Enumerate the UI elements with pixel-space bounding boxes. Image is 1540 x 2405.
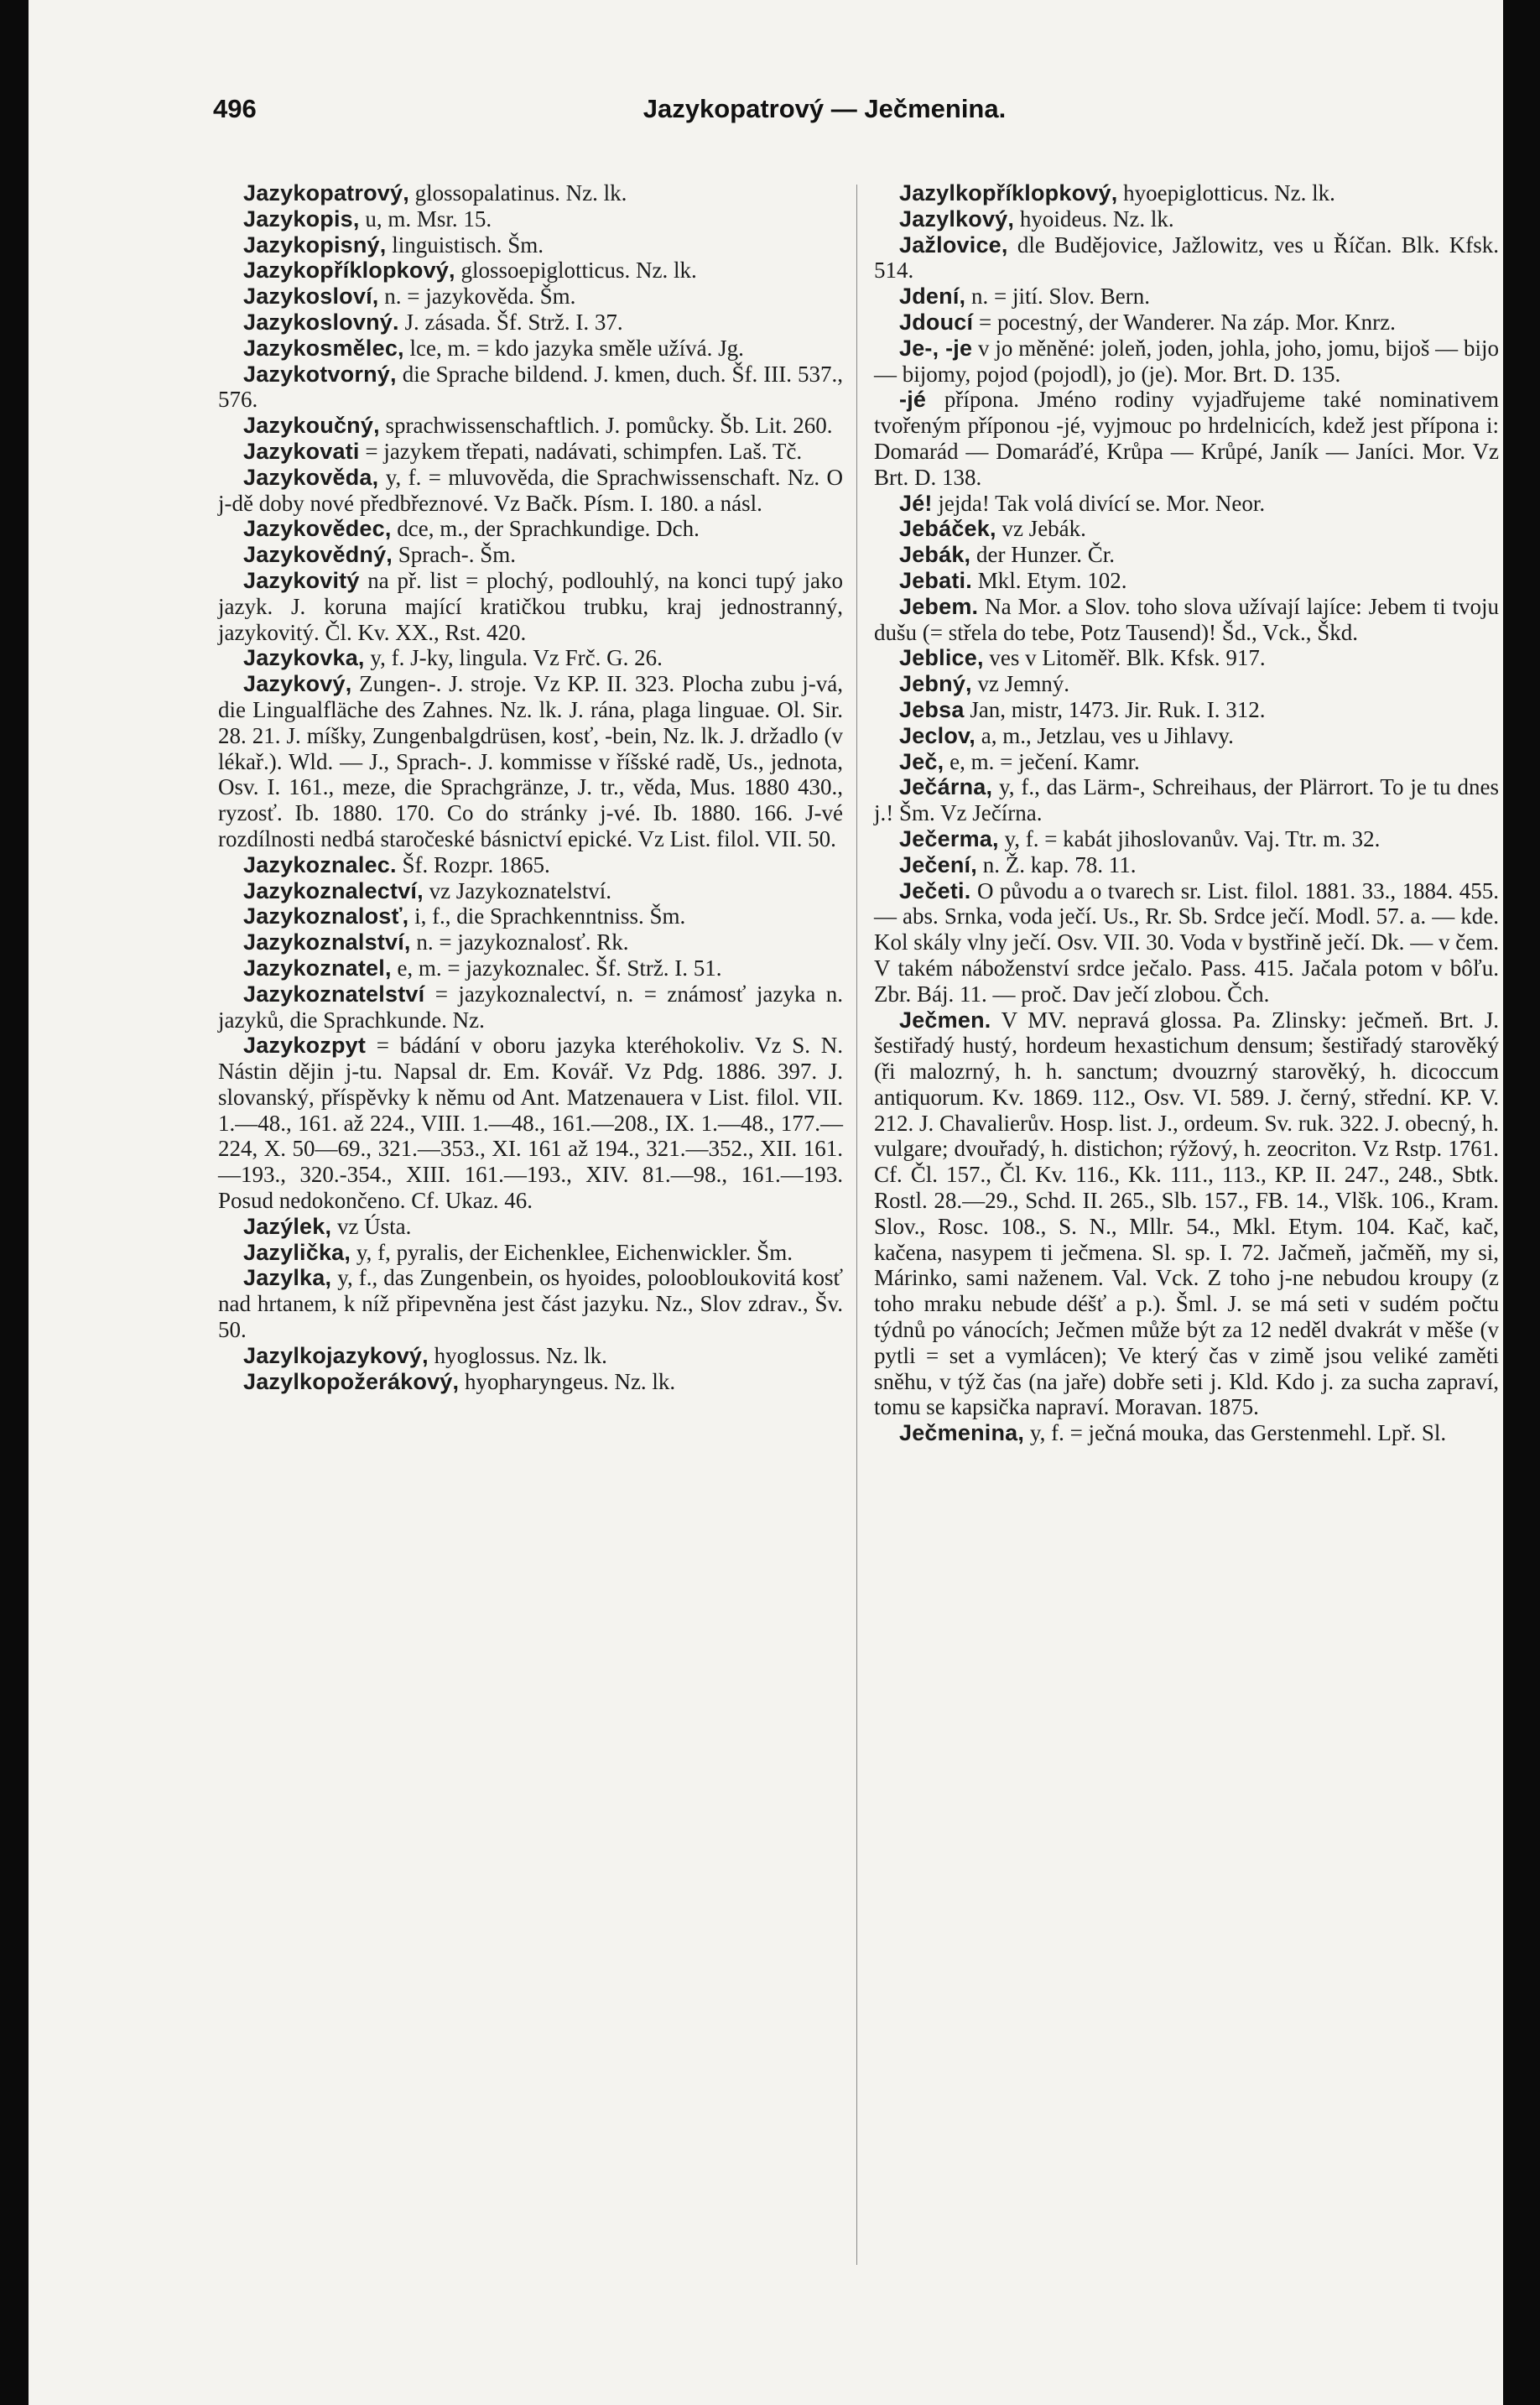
dictionary-entry: [874, 852, 1499, 878]
entry-definition: glossoepiglotticus. Nz. lk.: [460, 258, 697, 284]
column-divider: [856, 185, 857, 2265]
entry-headword: Jazykotvorný,: [243, 361, 397, 387]
entry-headword: Jdoucí: [899, 309, 974, 335]
entry-definition: y, f. = ječná mouka, das Gerstenmehl. Lpř. Sl.: [1029, 1420, 1447, 1446]
dictionary-entry: [218, 206, 843, 232]
entry-headword: Jazykoznalosť,: [243, 903, 409, 929]
entry-definition: die Sprache bildend. J. kmen, duch. Šf. III. 537., 576.: [218, 361, 844, 413]
entry-definition: Sprach-. Šm.: [398, 542, 516, 568]
dictionary-entry: [874, 206, 1499, 232]
entry-definition: y, f., das Lärm-, Schreihaus, der Plärrort. To je tu dnes j.! Šm. Vz Ječírna.: [874, 774, 1499, 826]
entry-definition: der Hunzer. Čr.: [976, 542, 1115, 568]
entry-definition: = bádání v oboru jazyka kteréhokoliv. Vz S. N. Nástin dějin j-tu. Napsal dr. Em. Kovář. Vz Pdg. 1886. 397. J. slovanský, příspěvky k němu od Ant. Matzenauera v List. filol. VII. 1.—48., 161. až 224., VIII. 1.—48., 161.—208., IX. 1.—48., 177.—224, X. 50—69., 321.—353., XI. 161 až 194., 321.—352., XII. 161.—193., 320.-354., XIII. 161.—193., XIV. 81.—98., 161.—193. Posud nedokončeno. Cf. Ukaz. 46.: [218, 1033, 843, 1214]
entry-definition: n. = jití. Slov. Bern.: [970, 284, 1150, 310]
dictionary-entry: [874, 826, 1499, 852]
dictionary-entry: [874, 1420, 1499, 1446]
dictionary-entry: [874, 310, 1499, 336]
entry-headword: Jazylkopříklopkový,: [899, 180, 1118, 206]
dictionary-entry: [218, 310, 843, 336]
entry-headword: Jazykoučný,: [243, 413, 380, 439]
dictionary-entry: [218, 1240, 843, 1266]
dictionary-entry: [874, 387, 1499, 490]
entry-headword: Jé!: [899, 490, 933, 516]
dictionary-entry: [874, 180, 1499, 206]
dictionary-entry: [874, 697, 1499, 723]
entry-headword: Jazykovka,: [243, 645, 365, 671]
entry-definition: hyopharyngeus. Nz. lk.: [464, 1368, 676, 1394]
entry-definition: dce, m., der Sprachkundige. Dch.: [397, 516, 700, 542]
dictionary-entry: [218, 852, 843, 878]
dictionary-page: [29, 0, 1503, 2405]
entry-headword: Jazykopatrový,: [243, 180, 409, 206]
entry-definition: Zungen-. J. stroje. Vz KP. II. 323. Plocha zubu j-vá, die Lingualfläche des Zahnes. Nz. lk. J. rána, plaga linguae. Ol. Sir. 28. 21. J. míšky, Zungenbalgdrüsen, kosť, -bein, Nz. lk. J. držadlo (v lékař.). Wld. — J., Sprach-. J. kommisse v říšské radě, Us., jednota, Osv. I. 161., meze, die Sprachgränze, J. tr., věda, Mus. 1880 430., ryzosť. Ib. 1880. 170. Co do stránky j-vé. Ib. 1880. 166. J-vé rozdílnosti nedbá staročeské básnictví epické. Vz List. filol. VII. 50.: [218, 671, 844, 851]
dictionary-entry: [218, 929, 843, 955]
entry-headword: Jazylkový,: [899, 206, 1015, 232]
entry-headword: Jazykoznalec.: [243, 851, 397, 877]
entry-definition: Šf. Rozpr. 1865.: [402, 851, 550, 877]
entry-headword: Jazylička,: [243, 1239, 351, 1265]
entry-headword: Jazykoznalectví,: [243, 877, 424, 903]
entry-definition: hyoideus. Nz. lk.: [1019, 206, 1174, 232]
entry-headword: Jazykovitý: [243, 567, 360, 593]
dictionary-entry: [874, 1007, 1499, 1421]
entry-definition: hyoepiglotticus. Nz. lk.: [1123, 180, 1335, 206]
dictionary-entry: [218, 516, 843, 542]
entry-definition: y, f. = mluvověda, die Sprachwissenschaft. Nz. O j-dě doby nové předbřeznové. Vz Bačk. Písm. I. 180. a násl.: [218, 464, 844, 516]
entry-headword: Jazykový,: [243, 671, 352, 697]
dictionary-entry: [218, 232, 843, 258]
entry-definition: linguistisch. Šm.: [392, 232, 544, 258]
entry-headword: Ječárna,: [899, 774, 993, 800]
entry-headword: -jé: [899, 387, 927, 413]
dictionary-entry: [218, 903, 843, 929]
entry-definition: u, m. Msr. 15.: [365, 206, 492, 232]
entry-headword: Jebati.: [899, 567, 972, 593]
page-title: Jazykopatrový — Ječmenina.: [643, 94, 1007, 123]
entry-definition: dle Budějovice, Jažlowitz, ves u Říčan. Blk. Kfsk. 514.: [874, 232, 1500, 284]
dictionary-entry: [874, 774, 1499, 826]
entry-definition: a, m., Jetzlau, ves u Jihlavy.: [981, 722, 1234, 748]
dictionary-entry: [218, 336, 843, 362]
dictionary-entry: [218, 1265, 843, 1342]
dictionary-entry: [218, 465, 843, 517]
entry-definition: jejda! Tak volá divící se. Mor. Neor.: [938, 490, 1266, 516]
dictionary-entry: [874, 284, 1499, 310]
entry-definition: na př. list = plochý, podlouhlý, na konci tupý jako jazyk. J. koruna mající kratičkou trubku, kraj jednostranný, jazykovitý. Čl. Kv. XX., Rst. 420.: [218, 567, 843, 645]
dictionary-entry: [874, 516, 1499, 542]
entry-headword: Ječ,: [899, 748, 944, 774]
entry-definition: e, m. = ječení. Kamr.: [949, 748, 1140, 774]
entry-definition: n. Ž. kap. 78. 11.: [982, 851, 1137, 877]
entry-headword: Jebem.: [899, 593, 979, 619]
entry-headword: Ječmen.: [899, 1007, 991, 1033]
dictionary-entry: [218, 878, 843, 904]
dictionary-entry: [218, 362, 843, 414]
dictionary-entry: [874, 232, 1499, 284]
dictionary-entry: [218, 413, 843, 439]
entry-headword: Jebák,: [899, 542, 971, 568]
dictionary-entry: [218, 981, 843, 1033]
entry-headword: Je-, -je: [899, 335, 973, 361]
entry-definition: vz Jebák.: [1002, 516, 1086, 542]
entry-definition: n. = jazykoznalosť. Rk.: [416, 929, 629, 955]
entry-definition: J. zásada. Šf. Strž. I. 37.: [404, 309, 623, 335]
page-header: [213, 94, 1436, 136]
dictionary-entry: [874, 878, 1499, 1007]
dictionary-entry: [874, 542, 1499, 568]
entry-definition: Na Mor. a Slov. toho slova užívají lajíce: Jebem ti tvoju dušu (= střela do tebe, Potz Tausend)! Šd., Vck., Škd.: [874, 593, 1499, 645]
dictionary-entry: [874, 645, 1499, 671]
dictionary-entry: [874, 671, 1499, 697]
entry-headword: Ječení,: [899, 851, 977, 877]
entry-definition: přípona. Jméno rodiny vyjadřujeme také nominativem tvořeným příponou -jé, vyjmouc po hrdelnicích, kdež jest přípona i: Domarád — Domaráďé, Krůpa — Krůpé, Janík — Janíci. Mor. Vz Brt. D. 138.: [874, 387, 1499, 490]
entry-headword: Jažlovice,: [899, 232, 1008, 258]
entry-definition: y, f. = kabát jihoslovanův. Vaj. Ttr. m. 32.: [1004, 825, 1381, 851]
entry-definition: e, m. = jazykoznalec. Šf. Strž. I. 51.: [397, 955, 722, 981]
right-column: [874, 180, 1499, 1446]
entry-definition: vz Jemný.: [977, 671, 1069, 697]
dictionary-entry: [218, 645, 843, 671]
dictionary-entry: [218, 1033, 843, 1214]
entry-definition: = jazykoznalectví, n. = známosť jazyka n. jazyků, die Sprachkunde. Nz.: [218, 981, 843, 1033]
entry-definition: V MV. nepravá glossa. Pa. Zlinsky: ječmeň. Brt. J. šestiřadý hustý, hordeum hexastichum densum; šestiřadý starověký (ři malozrný, h. h. sanctum; dvouzrný starověký, h. dicoccum antiquorum. Kv. 1869. 112., Osv. VI. 589. J. černý, střední. KP. V. 212. J. Chavalierův. Hosp. list. J., ordeum. Sv. ruk. 322. J. obecný, h. vulgare; dvouřadý, h. distichon; rýžový, h. zeocriton. Vz Rstp. 1761. Cf. Čl. 157., Čl. Kv. 116., Kk. 111., 113., KP. II. 247., 248., Sbtk. Rostl. 28.—29., Schd. II. 265., Slb. 157., FB. 14., Vlšk. 106., Kram. Slov., Rosc. 108., S. N., Mllr. 54., Mkl. Etym. 104. Kač, kač, kačena, nasypem ti ječmena. Sl. sp. I. 72. Jačmeň, jačměň, my si, Márinko, sami naženem. Val. Vck. Z toho j-ne nebudou kroupy (z toho mraku nebude déšť a p.). Šml. J. se má seti v sudém počtu týdnů po vánocích; Ječmen může být za 12 neděl dvakrát v měše (v pytli = set a vymlácen); Ve který čas v zimě jsou veliké zaměti sněhu, v týž čas (na jaře) dobře seti j. Kld. Kdo j. za sucha zapraví, tomu se kapsička napraví. Moravan. 1875.: [874, 1007, 1500, 1420]
entry-definition: y, f, pyralis, der Eichenklee, Eichenwickler. Šm.: [356, 1239, 793, 1265]
dictionary-entry: [218, 542, 843, 568]
dictionary-entry: [218, 568, 843, 645]
entry-headword: Jazýlek,: [243, 1213, 332, 1239]
dictionary-entry: [218, 955, 843, 981]
entry-definition: Jan, mistr, 1473. Jir. Ruk. I. 312.: [970, 696, 1266, 722]
entry-headword: Ječerma,: [899, 825, 999, 851]
entry-headword: Jazykopisný,: [243, 232, 387, 258]
entry-headword: Jazykoznatelství: [243, 981, 425, 1007]
dictionary-entry: [874, 568, 1499, 594]
dictionary-entry: [874, 491, 1499, 517]
entry-headword: Jazykovědec,: [243, 516, 392, 542]
dictionary-entry: [874, 723, 1499, 749]
entry-headword: Jazylkojazykový,: [243, 1342, 429, 1368]
page-number: 496: [213, 94, 257, 123]
entry-headword: Ječeti.: [899, 877, 971, 903]
entry-definition: glossopalatinus. Nz. lk.: [414, 180, 627, 206]
entry-headword: Jazykoznalství,: [243, 929, 411, 955]
entry-definition: y, f. J-ky, lingula. Vz Frč. G. 26.: [370, 645, 663, 671]
entry-definition: vz Ústa.: [336, 1213, 412, 1239]
dictionary-entry: [874, 594, 1499, 646]
left-column: [218, 180, 843, 1394]
dictionary-entry: [218, 1343, 843, 1369]
entry-headword: Jazykoznatel,: [243, 955, 392, 981]
entry-headword: Jeclov,: [899, 722, 976, 748]
entry-headword: Jebný,: [899, 671, 972, 697]
entry-headword: Jazykopříklopkový,: [243, 258, 455, 284]
entry-headword: Jeblice,: [899, 645, 984, 671]
entry-definition: lce, m. = kdo jazyka směle užívá. Jg.: [409, 335, 744, 361]
entry-definition: hyoglossus. Nz. lk.: [434, 1342, 607, 1368]
entry-definition: vz Jazykoznatelství.: [429, 877, 611, 903]
entry-definition: v jo měněné: joleň, joden, johla, joho, jomu, bijoš — bijo — bijomy, pojod (pojodl), jo (je). Mor. Brt. D. 135.: [874, 335, 1499, 387]
dictionary-entry: [218, 1369, 843, 1395]
dictionary-entry: [218, 180, 843, 206]
entry-headword: Jazykosmělec,: [243, 335, 404, 361]
entry-headword: Jazykosloví,: [243, 284, 379, 310]
entry-headword: Ječmenina,: [899, 1420, 1025, 1446]
entry-headword: Jazykovědný,: [243, 542, 393, 568]
entry-headword: Jazykozpyt: [243, 1033, 367, 1059]
entry-definition: y, f., das Zungenbein, os hyoides, poloobloukovitá kosť nad hrtanem, k níž připevněna jest část jazyku. Nz., Slov zdrav., Šv. 50.: [218, 1265, 843, 1343]
entry-definition: Mkl. Etym. 102.: [977, 567, 1127, 593]
dictionary-entry: [874, 749, 1499, 775]
entry-definition: sprachwissenschaftlich. J. pomůcky. Šb. Lit. 260.: [385, 413, 833, 439]
entry-headword: Jazykopis,: [243, 206, 360, 232]
entry-definition: i, f., die Sprachkenntniss. Šm.: [414, 903, 686, 929]
dictionary-entry: [218, 258, 843, 284]
dictionary-entry: [218, 671, 843, 852]
dictionary-entry: [218, 284, 843, 310]
entry-headword: Jazykoslovný.: [243, 309, 399, 335]
entry-headword: Jazykovati: [243, 438, 360, 464]
entry-definition: = jazykem třepati, nadávati, schimpfen. Laš. Tč.: [365, 438, 803, 464]
dictionary-entry: [874, 336, 1499, 388]
entry-definition: ves v Litoměř. Blk. Kfsk. 917.: [989, 645, 1266, 671]
entry-headword: Jazylkopožerákový,: [243, 1368, 460, 1394]
entry-headword: Jebáček,: [899, 516, 996, 542]
entry-definition: n. = jazykověda. Šm.: [384, 284, 576, 310]
entry-definition: O původu a o tvarech sr. List. filol. 1881. 33., 1884. 455. — abs. Srnka, voda ječí. Us., Rr. Sb. Srdce ječí. Modl. 57. a. — kde. Kol skály vlny ječí. Osv. VII. 30. Voda v bystřině ječí. Dk. — v čem. V takém náboženství srdce ječalo. Pass. 415. Jačala potom v bôľu. Zbr. Báj. 11. — proč. Dav ječí zlobou. Čch.: [874, 877, 1499, 1007]
entry-headword: Jebsa: [899, 696, 965, 722]
entry-definition: = pocestný, der Wanderer. Na záp. Mor. Knrz.: [978, 309, 1396, 335]
entry-headword: Jdení,: [899, 284, 966, 310]
dictionary-entry: [218, 439, 843, 465]
dictionary-entry: [218, 1214, 843, 1240]
entry-headword: Jazykověda,: [243, 464, 379, 490]
entry-headword: Jazylka,: [243, 1265, 332, 1291]
